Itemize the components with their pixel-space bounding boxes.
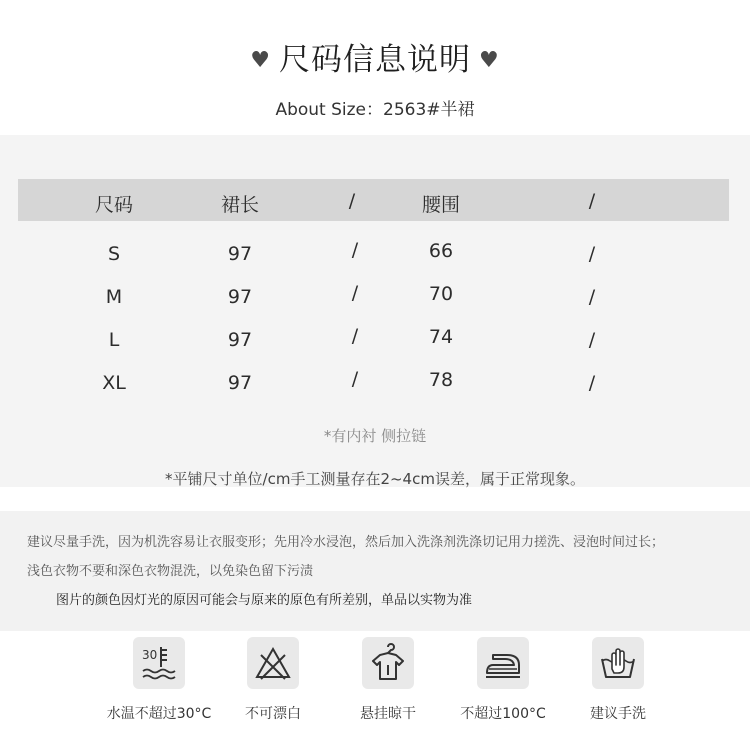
blank-cell: /: [351, 282, 359, 304]
blank-cell: /: [588, 329, 596, 351]
care-icon-item: [213, 637, 333, 723]
length-cell: 97: [227, 329, 253, 351]
care-icon-label: 不超过100°C: [460, 706, 546, 722]
blank-cell: /: [588, 372, 596, 394]
care-text: 浅色衣物不要和深色衣物混洗，以免染色留下污渍: [27, 564, 314, 579]
size-cell: S: [107, 243, 121, 265]
table-row: [18, 321, 729, 361]
waist-cell: 66: [428, 240, 454, 262]
color-disclaimer: 图片的颜色因灯光的原因可能会与原来的原色有所差别，单品以实物为准: [56, 593, 473, 608]
title-text: 尺码信息说明: [279, 42, 471, 78]
size-cell: M: [105, 286, 123, 308]
measurement-note: *平铺尺寸单位/cm手工测量存在2~4cm误差，属于正常现象。: [165, 470, 585, 488]
header: [0, 0, 750, 135]
blank-cell: /: [588, 243, 596, 265]
column-header-size: 尺码: [94, 194, 134, 216]
hang-dry-icon: [362, 637, 414, 689]
care-icon-item: [443, 637, 563, 723]
waist-cell: 78: [428, 369, 454, 391]
column-header-waist: 腰围: [421, 194, 461, 216]
care-icon-item: [328, 637, 448, 723]
care-text: 建议尽量手洗，因为机洗容易让衣服变形；先用冷水浸泡，然后加入洗涤剂洗涤切记用力搓洗、浸泡时间过长；: [27, 535, 665, 550]
size-cell: L: [108, 329, 120, 351]
table-row: [18, 235, 729, 275]
lining-note: *有内衬 侧拉链: [323, 427, 427, 445]
length-cell: 97: [227, 243, 253, 265]
size-cell: XL: [102, 372, 126, 394]
column-header-blank: /: [348, 190, 356, 212]
care-icons-row: [0, 631, 750, 754]
blank-cell: /: [351, 368, 359, 390]
wash-30c-icon: [133, 637, 185, 689]
blank-cell: /: [351, 239, 359, 261]
blank-cell: /: [588, 286, 596, 308]
page-title: [0, 34, 750, 79]
heart-icon: ♥: [479, 48, 500, 73]
svg-text:30: 30: [142, 648, 158, 662]
care-icon-label: 水温不超过30°C: [106, 706, 212, 722]
care-icon-label: 建议手洗: [590, 706, 646, 722]
waist-cell: 74: [428, 326, 454, 348]
subtitle: About Size：2563#半裙: [275, 100, 475, 120]
column-header-blank: /: [588, 190, 596, 212]
table-row: [18, 364, 729, 404]
length-cell: 97: [227, 286, 253, 308]
hand-wash-icon: [592, 637, 644, 689]
care-icon-label: 不可漂白: [245, 706, 301, 722]
length-cell: 97: [227, 372, 253, 394]
care-icon-item: [558, 637, 678, 723]
blank-cell: /: [351, 325, 359, 347]
size-panel: [0, 135, 750, 487]
heart-icon: ♥: [250, 48, 271, 73]
size-table-header: [18, 179, 729, 221]
column-header-length: 裙长: [220, 194, 260, 216]
care-icon-item: [99, 637, 219, 723]
care-instructions-panel: [0, 511, 750, 631]
care-icon-label: 悬挂晾干: [360, 706, 416, 722]
iron-100c-icon: [477, 637, 529, 689]
waist-cell: 70: [428, 283, 454, 305]
no-bleach-icon: [247, 637, 299, 689]
table-row: [18, 278, 729, 318]
